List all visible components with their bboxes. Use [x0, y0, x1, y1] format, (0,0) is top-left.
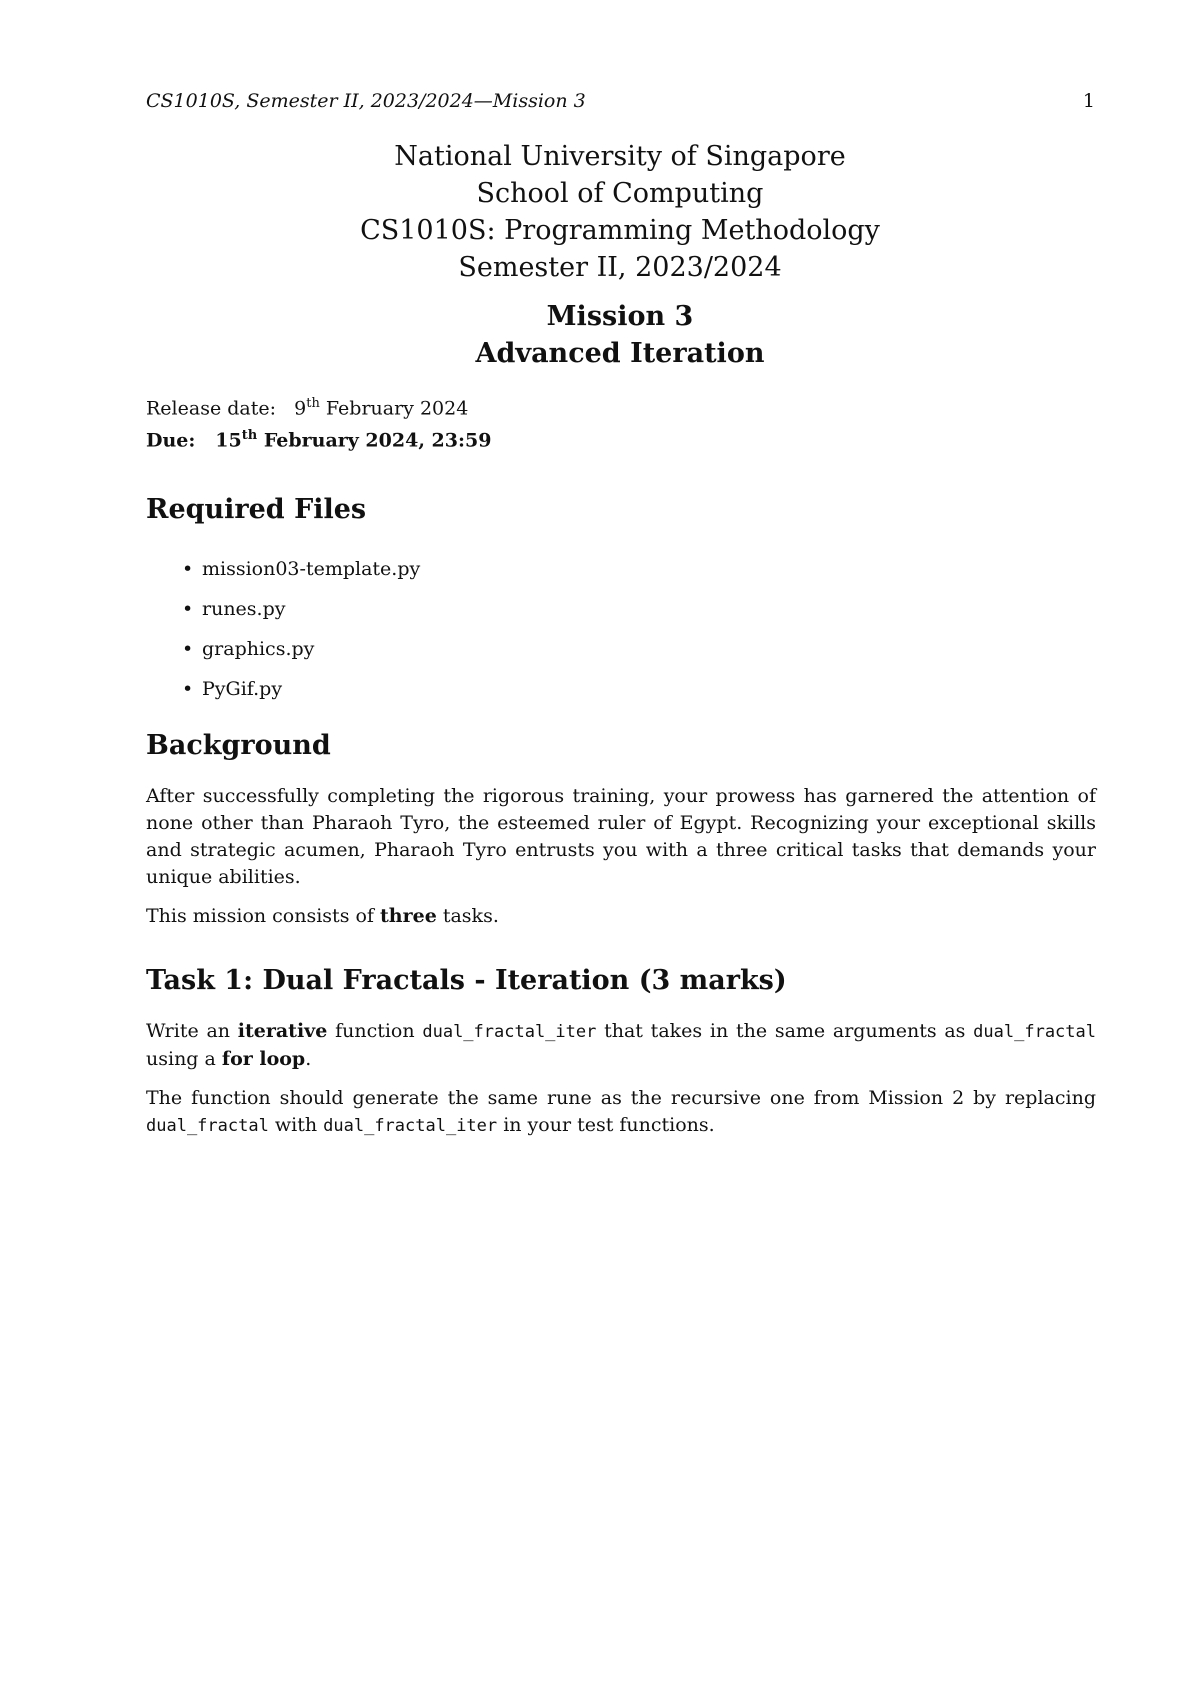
dates	[146, 390, 1096, 455]
list-item: • PyGif.py	[176, 669, 1096, 709]
running-title: CS1010S, Semester II, 2023/2024—Mission 3	[146, 90, 586, 112]
due-rest: February 2024, 23:59	[263, 429, 492, 452]
release-rest: February 2024	[325, 397, 469, 420]
course-name: CS1010S: Programming Methodology	[360, 215, 880, 246]
semester: Semester II, 2023/2024	[458, 252, 782, 283]
university-name: National University of Singapore	[394, 141, 846, 172]
due-date	[146, 422, 1096, 454]
release-suffix: th	[306, 396, 320, 411]
code-dual-fractal: dual_fractal	[146, 1115, 269, 1136]
code-dual-fractal-iter: dual_fractal_iter	[422, 1021, 597, 1042]
task1-paragraph-2: The function should generate the same rune as the recursive one from Mission 2 by replacing dual_fractal with dual_fractal_iter in your test functions.	[146, 1086, 1096, 1136]
release-label: Release date:	[146, 397, 277, 420]
due-label: Due:	[146, 429, 196, 452]
task1-paragraph-1: Write an iterative function dual_fractal_iter that takes in the same arguments as dual_fractal using a for loop.	[146, 1019, 1096, 1070]
background-paragraph: After successfully completing the rigorous training, your prowess has garnered the attention of none other than Pharaoh Tyro, the esteemed ruler of Egypt. Recognizing your exceptional skills and strategic acumen, Pharaoh Tyro entrusts you with a three critical tasks that demands your unique abilities.	[146, 784, 1096, 888]
page-number: 1	[1082, 90, 1095, 112]
list-item: • runes.py	[176, 589, 1096, 629]
main-content	[146, 390, 1096, 1140]
code-dual-fractal-iter: dual_fractal_iter	[323, 1115, 498, 1136]
school-name: School of Computing	[476, 178, 764, 209]
task1-heading: Task 1: Dual Fractals - Iteration (3 marks)	[146, 964, 787, 996]
background-heading: Background	[146, 729, 331, 761]
list-item: • mission03-template.py	[176, 549, 1096, 589]
release-date	[146, 390, 1096, 422]
due-suffix: th	[241, 428, 258, 444]
due-day: 15	[215, 429, 242, 452]
title-block	[0, 138, 1200, 372]
mission-number: Mission 3	[546, 301, 694, 332]
mission-title: Advanced Iteration	[475, 338, 765, 369]
list-item: • graphics.py	[176, 629, 1096, 669]
task-count-paragraph: This mission consists of three tasks.	[146, 904, 499, 927]
required-files-heading: Required Files	[146, 493, 367, 525]
required-files-list	[146, 549, 1096, 709]
running-header	[146, 90, 1095, 118]
release-day: 9	[294, 397, 307, 420]
code-dual-fractal: dual_fractal	[973, 1021, 1096, 1042]
